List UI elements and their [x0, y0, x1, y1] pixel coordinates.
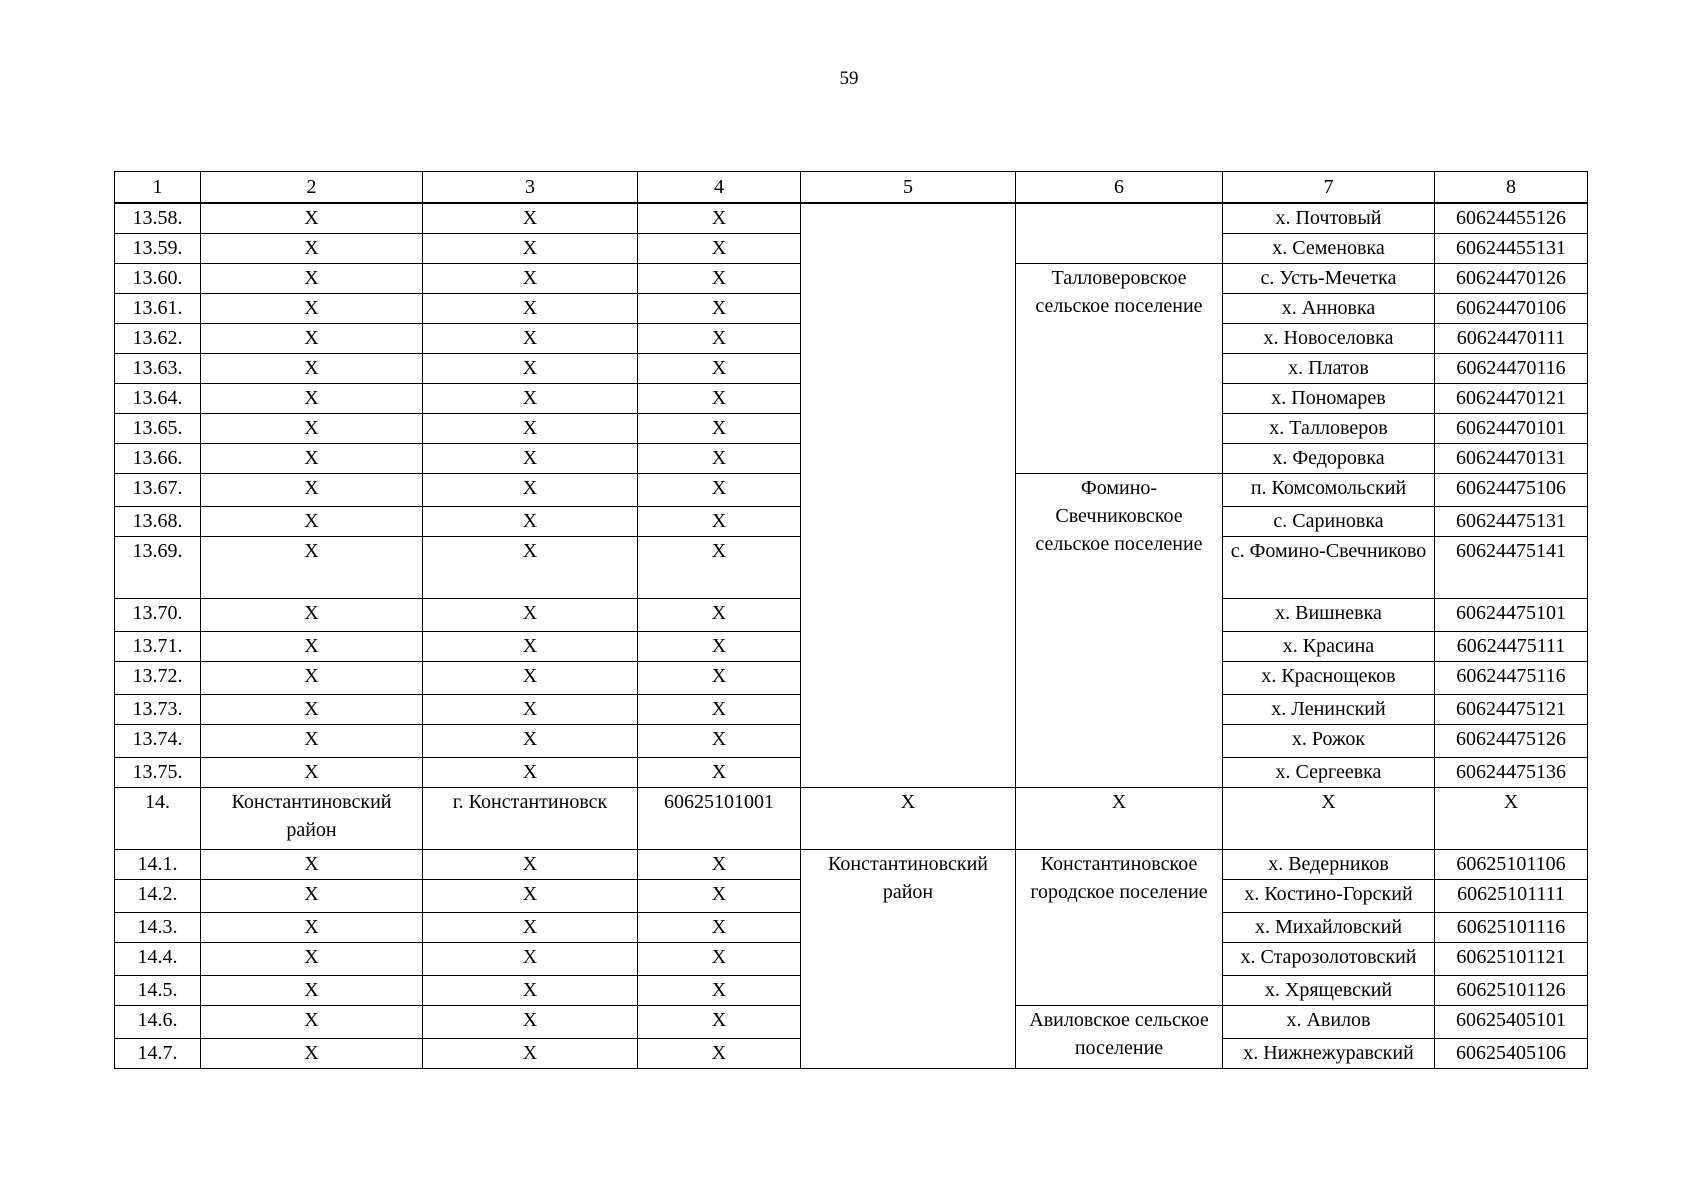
oktmo-code-cell: 60624455126	[1435, 203, 1588, 234]
center-code-cell: Х	[638, 203, 801, 234]
district-name-cell: Х	[201, 1039, 423, 1069]
admin-center-cell: Х	[423, 943, 638, 976]
district-name-cell: Х	[201, 725, 423, 758]
oktmo-code-cell: 60624470126	[1435, 264, 1588, 294]
admin-center-cell: Х	[423, 725, 638, 758]
oktmo-code-cell: 60624475131	[1435, 507, 1588, 537]
center-code-cell: Х	[638, 1006, 801, 1039]
settlements-table	[114, 171, 1588, 1069]
admin-center-cell: Х	[423, 384, 638, 414]
row-number-cell: 13.61.	[115, 294, 201, 324]
admin-center-cell: Х	[423, 662, 638, 695]
locality-cell: п. Комсомольский	[1223, 474, 1435, 507]
row-number-cell: 13.68.	[115, 507, 201, 537]
district-name-cell: Х	[201, 203, 423, 234]
row-number-cell: 13.70.	[115, 599, 201, 632]
locality-cell: х. Новоселовка	[1223, 324, 1435, 354]
row-number-cell: 13.63.	[115, 354, 201, 384]
center-code-cell: Х	[638, 662, 801, 695]
admin-center-cell: Х	[423, 632, 638, 662]
center-code-cell: Х	[638, 632, 801, 662]
district-name-cell: Х	[201, 507, 423, 537]
row-number-cell: 13.74.	[115, 725, 201, 758]
center-code-cell: Х	[638, 1039, 801, 1069]
column-header: 8	[1435, 172, 1588, 204]
oktmo-code-cell: 60624475116	[1435, 662, 1588, 695]
row-number-cell: 13.58.	[115, 203, 201, 234]
row-number-cell: 13.71.	[115, 632, 201, 662]
row-number-cell: 14.4.	[115, 943, 201, 976]
row-number-cell: 14.1.	[115, 850, 201, 880]
center-code-cell: Х	[638, 725, 801, 758]
settlement-cell	[1016, 203, 1223, 264]
district-name-cell: Х	[201, 913, 423, 943]
center-code-cell: Х	[638, 264, 801, 294]
district-name-cell: Х	[201, 384, 423, 414]
locality-cell: х. Пономарев	[1223, 384, 1435, 414]
oktmo-code-cell: 60625405101	[1435, 1006, 1588, 1039]
center-code-cell: Х	[638, 414, 801, 444]
oktmo-code-cell: 60624475136	[1435, 758, 1588, 788]
row-number-cell: 13.67.	[115, 474, 201, 507]
oktmo-code-cell: 60624470131	[1435, 444, 1588, 474]
district-name-cell: Х	[201, 1006, 423, 1039]
center-code-cell: Х	[638, 324, 801, 354]
admin-center-cell: Х	[423, 880, 638, 913]
oktmo-code-cell: 60625101116	[1435, 913, 1588, 943]
locality-cell: х. Красина	[1223, 632, 1435, 662]
district-name-cell: Х	[201, 354, 423, 384]
locality-cell: х. Федоровка	[1223, 444, 1435, 474]
row-number-cell: 13.64.	[115, 384, 201, 414]
district-name-cell: Х	[201, 324, 423, 354]
district-name-cell: Х	[201, 444, 423, 474]
column-header: 7	[1223, 172, 1435, 204]
oktmo-code-cell: 60624475126	[1435, 725, 1588, 758]
row-number-cell: 14.3.	[115, 913, 201, 943]
district-name-cell: Х	[201, 294, 423, 324]
admin-center-cell: Х	[423, 913, 638, 943]
oktmo-code-cell: 60624475101	[1435, 599, 1588, 632]
locality-cell: х. Анновка	[1223, 294, 1435, 324]
locality-cell: х. Почтовый	[1223, 203, 1435, 234]
district-name-cell: Х	[201, 599, 423, 632]
admin-center-cell: Х	[423, 507, 638, 537]
row-number-cell: 14.6.	[115, 1006, 201, 1039]
district-name-cell: Х	[201, 976, 423, 1006]
admin-center-cell: Х	[423, 537, 638, 599]
oktmo-code-cell: 60624470101	[1435, 414, 1588, 444]
district-name-cell: Х	[201, 234, 423, 264]
admin-center-cell: Х	[423, 1039, 638, 1069]
district-name-cell: Х	[201, 537, 423, 599]
column-header: 5	[801, 172, 1016, 204]
settlement-cell: Фомино-Свечниковское сельское поселение	[1016, 474, 1223, 788]
district-name-cell: Х	[201, 880, 423, 913]
row-number-cell: 13.60.	[115, 264, 201, 294]
admin-center-cell: Х	[423, 695, 638, 725]
admin-center-cell: Х	[423, 264, 638, 294]
oktmo-code-cell: 60624475106	[1435, 474, 1588, 507]
district-name-cell: Х	[201, 414, 423, 444]
locality-cell: с. Сариновка	[1223, 507, 1435, 537]
oktmo-code-cell: Х	[1435, 788, 1588, 850]
oktmo-code-cell: 60624470121	[1435, 384, 1588, 414]
column-header: 4	[638, 172, 801, 204]
center-code-cell: Х	[638, 850, 801, 880]
admin-center-cell: Х	[423, 758, 638, 788]
locality-cell: х. Михайловский	[1223, 913, 1435, 943]
oktmo-code-cell: 60624475121	[1435, 695, 1588, 725]
center-code-cell: Х	[638, 880, 801, 913]
oktmo-code-cell: 60624475111	[1435, 632, 1588, 662]
column6-cell: Х	[1016, 788, 1223, 850]
locality-cell: с. Усть-Мечетка	[1223, 264, 1435, 294]
oktmo-code-cell: 60624475141	[1435, 537, 1588, 599]
locality-cell: х. Краснощеков	[1223, 662, 1435, 695]
oktmo-code-cell: 60624470106	[1435, 294, 1588, 324]
center-code-cell: Х	[638, 976, 801, 1006]
oktmo-code-cell: 60624455131	[1435, 234, 1588, 264]
locality-cell: х. Сергеевка	[1223, 758, 1435, 788]
center-code-cell: 60625101001	[638, 788, 801, 850]
locality-cell: х. Вишневка	[1223, 599, 1435, 632]
center-code-cell: Х	[638, 354, 801, 384]
district-cell	[801, 203, 1016, 788]
district-name-cell: Х	[201, 264, 423, 294]
settlement-cell: Авиловское сельское поселение	[1016, 1006, 1223, 1069]
page-number: 59	[839, 68, 859, 89]
district-name-cell: Х	[201, 943, 423, 976]
oktmo-code-cell: 60625101126	[1435, 976, 1588, 1006]
admin-center-cell: Х	[423, 444, 638, 474]
district-name-cell: Х	[201, 474, 423, 507]
locality-cell: Х	[1223, 788, 1435, 850]
row-number-cell: 13.73.	[115, 695, 201, 725]
locality-cell: с. Фомино-Свечниково	[1223, 537, 1435, 599]
admin-center-cell: Х	[423, 294, 638, 324]
column-header: 1	[115, 172, 201, 204]
settlement-cell: Константиновское городское поселение	[1016, 850, 1223, 1006]
district-name-cell: Х	[201, 850, 423, 880]
admin-center-cell: Х	[423, 599, 638, 632]
oktmo-code-cell: 60625101111	[1435, 880, 1588, 913]
row-number-cell: 14.2.	[115, 880, 201, 913]
admin-center-cell: Х	[423, 976, 638, 1006]
locality-cell: х. Ленинский	[1223, 695, 1435, 725]
oktmo-code-cell: 60624470111	[1435, 324, 1588, 354]
column5-cell: Х	[801, 788, 1016, 850]
district-name-cell: Х	[201, 662, 423, 695]
row-number-cell: 14.5.	[115, 976, 201, 1006]
admin-center-cell: Х	[423, 1006, 638, 1039]
center-code-cell: Х	[638, 234, 801, 264]
table-body	[115, 172, 1588, 1069]
oktmo-code-cell: 60625405106	[1435, 1039, 1588, 1069]
row-number-cell: 13.66.	[115, 444, 201, 474]
column-header: 6	[1016, 172, 1223, 204]
locality-cell: х. Семеновка	[1223, 234, 1435, 264]
row-number-cell: 13.59.	[115, 234, 201, 264]
locality-cell: х. Талловеров	[1223, 414, 1435, 444]
admin-center-cell: Х	[423, 474, 638, 507]
locality-cell: х. Нижнежуравский	[1223, 1039, 1435, 1069]
center-code-cell: Х	[638, 474, 801, 507]
district-name-cell: Х	[201, 632, 423, 662]
admin-center-cell: г. Константиновск	[423, 788, 638, 850]
center-code-cell: Х	[638, 758, 801, 788]
locality-cell: х. Ведерников	[1223, 850, 1435, 880]
row-number-cell: 13.65.	[115, 414, 201, 444]
locality-cell: х. Костино-Горский	[1223, 880, 1435, 913]
admin-center-cell: Х	[423, 203, 638, 234]
column-header: 2	[201, 172, 423, 204]
admin-center-cell: Х	[423, 414, 638, 444]
locality-cell: х. Рожок	[1223, 725, 1435, 758]
locality-cell: х. Хрящевский	[1223, 976, 1435, 1006]
oktmo-code-cell: 60625101106	[1435, 850, 1588, 880]
center-code-cell: Х	[638, 913, 801, 943]
district-name-cell: Х	[201, 695, 423, 725]
district-cell: Константиновский район	[801, 850, 1016, 1069]
oktmo-code-cell: 60624470116	[1435, 354, 1588, 384]
header-row	[115, 172, 1588, 204]
table-row	[115, 850, 1588, 880]
locality-cell: х. Авилов	[1223, 1006, 1435, 1039]
center-code-cell: Х	[638, 294, 801, 324]
row-number-cell: 13.75.	[115, 758, 201, 788]
admin-center-cell: Х	[423, 324, 638, 354]
row-number-cell: 13.72.	[115, 662, 201, 695]
center-code-cell: Х	[638, 384, 801, 414]
locality-cell: х. Старозолотовский	[1223, 943, 1435, 976]
center-code-cell: Х	[638, 943, 801, 976]
oktmo-code-cell: 60625101121	[1435, 943, 1588, 976]
table-row	[115, 788, 1588, 850]
center-code-cell: Х	[638, 507, 801, 537]
admin-center-cell: Х	[423, 850, 638, 880]
row-number-cell: 14.7.	[115, 1039, 201, 1069]
column-header: 3	[423, 172, 638, 204]
row-number-cell: 13.69.	[115, 537, 201, 599]
district-name-cell: Х	[201, 758, 423, 788]
admin-center-cell: Х	[423, 234, 638, 264]
row-number-cell: 13.62.	[115, 324, 201, 354]
center-code-cell: Х	[638, 444, 801, 474]
admin-center-cell: Х	[423, 354, 638, 384]
locality-cell: х. Платов	[1223, 354, 1435, 384]
table-row	[115, 203, 1588, 234]
district-name-cell: Константиновский район	[201, 788, 423, 850]
center-code-cell: Х	[638, 599, 801, 632]
center-code-cell: Х	[638, 695, 801, 725]
center-code-cell: Х	[638, 537, 801, 599]
settlement-cell: Талловеровское сельское поселение	[1016, 264, 1223, 474]
row-number-cell: 14.	[115, 788, 201, 850]
